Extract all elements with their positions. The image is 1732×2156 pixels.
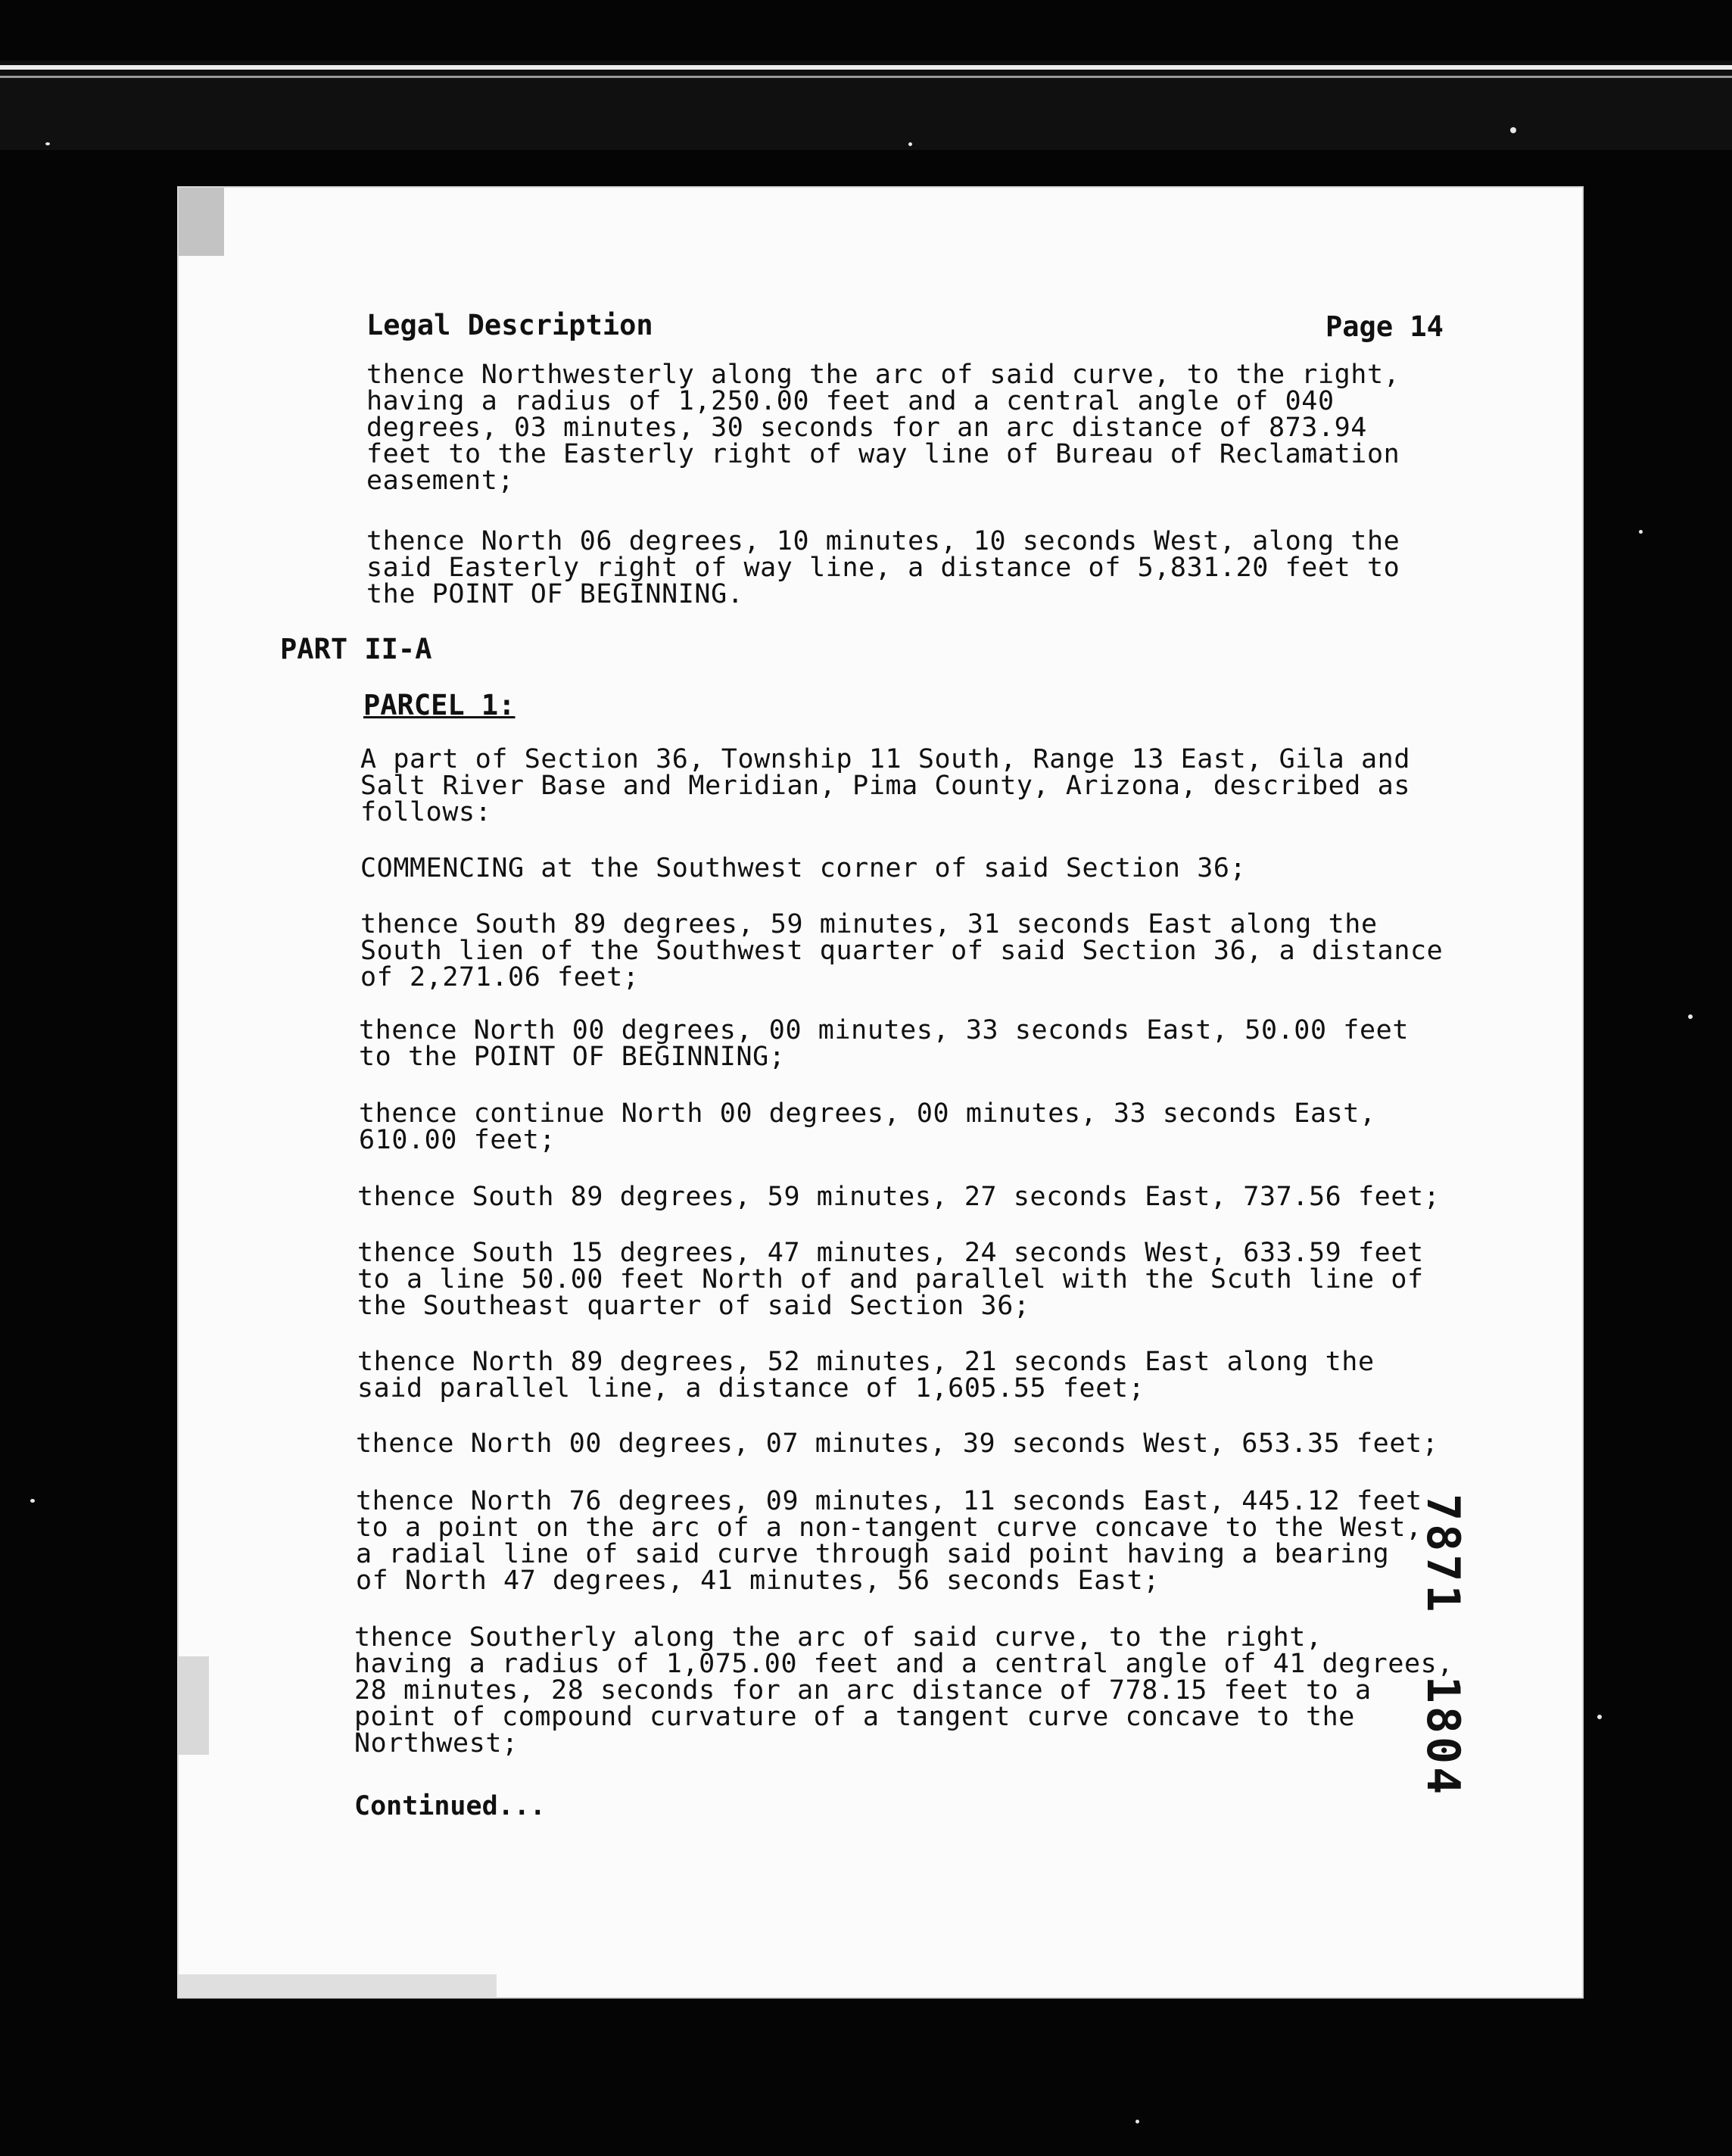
part-heading: PART II-A	[280, 633, 432, 665]
scanner-top-line	[0, 65, 1732, 70]
document-page	[179, 188, 1582, 1997]
scan-speck	[30, 1499, 35, 1503]
legal-paragraph: thence North 76 degrees, 09 minutes, 11 seconds East, 445.12 feet to a point on the arc of a non-tangent curve concave to the West, a radial line of said curve through said point having a bearing of North 47 degrees, 41 minutes, 56 seconds East;	[356, 1486, 1422, 1596]
recording-stamp: 7871 1804	[1416, 1494, 1469, 1798]
scan-speck	[1597, 1715, 1602, 1719]
scan-speck	[1510, 127, 1516, 133]
scan-speck	[45, 142, 50, 145]
legal-paragraph: thence Northwesterly along the arc of said curve, to the right, having a radius of 1,250.00 feet and a central angle of 040 degrees, 03 minutes, 30 seconds for an arc distance of 873.94 feet to the Easterly right of way line of Bureau of Reclamation easement;	[366, 360, 1400, 496]
legal-paragraph: thence North 89 degrees, 52 minutes, 21 seconds East along the said parallel line, a distance of 1,605.55 feet;	[357, 1347, 1375, 1404]
legal-paragraph: thence continue North 00 degrees, 00 minutes, 33 seconds East, 610.00 feet;	[359, 1098, 1376, 1155]
scan-speck	[1639, 530, 1643, 534]
page-number: Page 14	[1325, 310, 1444, 343]
scan-edge-noise	[179, 1974, 497, 1997]
legal-paragraph: thence Southerly along the arc of said curve, to the right, having a radius of 1,075.00 feet and a central angle of 41 degrees, 28 minutes, 28 seconds for an arc distance of 778.15 feet to a point of compound curvature of a tangent curve concave to the Northwest;	[354, 1622, 1454, 1759]
legal-paragraph: A part of Section 36, Township 11 South, Range 13 East, Gila and Salt River Base and Meridian, Pima County, Arizona, described as follows:	[360, 744, 1410, 827]
scan-speck	[908, 142, 912, 146]
document-title: Legal Description	[366, 309, 653, 341]
scan-speck	[1135, 2120, 1139, 2123]
legal-paragraph: thence North 00 degrees, 00 minutes, 33 seconds East, 50.00 feet to the POINT OF BEGINNING;	[359, 1015, 1409, 1072]
scanner-top-band	[0, 61, 1732, 150]
scan-edge-noise	[179, 188, 224, 256]
scan-speck	[1688, 1014, 1693, 1019]
legal-paragraph: thence North 06 degrees, 10 minutes, 10 seconds West, along the said Easterly right of way line, a distance of 5,831.20 feet to the POINT OF BEGINNING.	[366, 526, 1400, 609]
parcel-heading: PARCEL 1:	[363, 689, 516, 721]
legal-paragraph: thence South 89 degrees, 59 minutes, 27 seconds East, 737.56 feet;	[357, 1182, 1441, 1212]
legal-paragraph: thence South 89 degrees, 59 minutes, 31 seconds East along the South lien of the Southwest quarter of said Section 36, a distance of 2,271.06 feet;	[360, 909, 1444, 992]
scanner-top-line-secondary	[0, 76, 1732, 78]
continued-label: Continued...	[354, 1791, 546, 1821]
legal-paragraph: thence South 15 degrees, 47 minutes, 24 seconds West, 633.59 feet to a line 50.00 feet North of and parallel with the Scuth line of the Southeast quarter of said Section 36;	[357, 1238, 1424, 1321]
legal-paragraph: thence North 00 degrees, 07 minutes, 39 seconds West, 653.35 feet;	[356, 1429, 1439, 1459]
legal-paragraph: COMMENCING at the Southwest corner of said Section 36;	[360, 853, 1247, 883]
scan-edge-noise	[179, 1656, 209, 1755]
